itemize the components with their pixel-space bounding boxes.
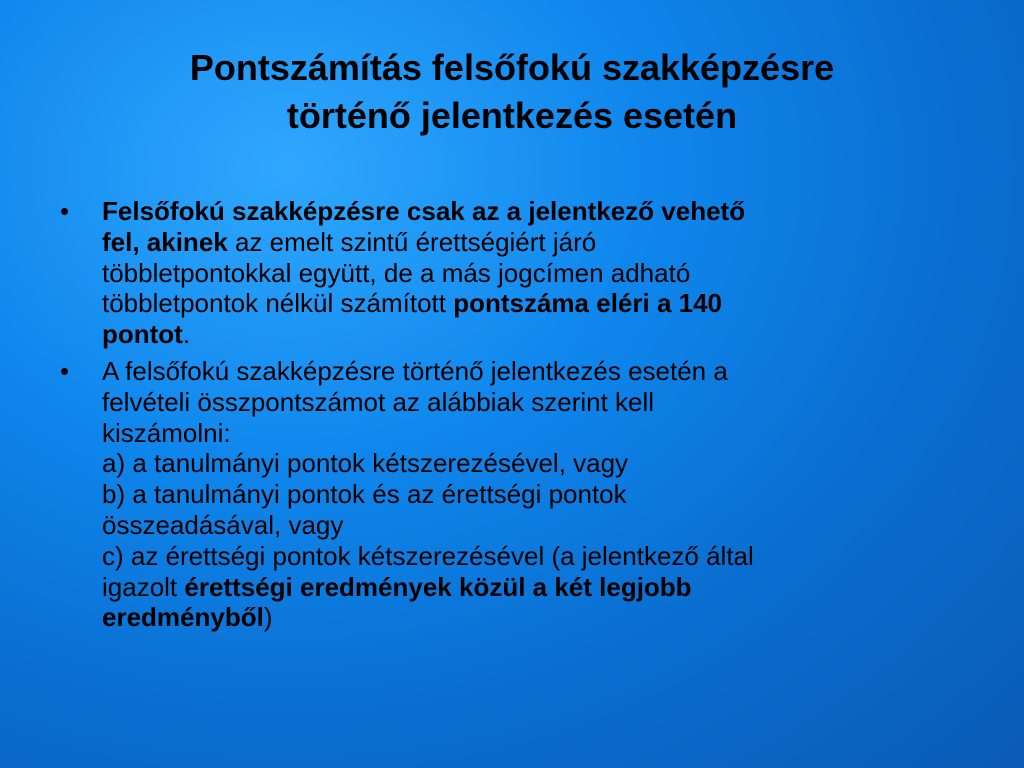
bullet-2-line-7	[102, 541, 974, 572]
title-line-2: történő jelentkezés esetén	[286, 95, 738, 136]
bullet-marker: •	[60, 196, 70, 226]
slide-title	[60, 44, 964, 140]
body-text: felvételi összpontszámot az alábbiak szerint kell	[102, 386, 655, 417]
body-text: többletpontokkal együtt, de a más jogcímen adható	[102, 257, 691, 288]
bullet-1-line-3	[102, 258, 974, 289]
body-text: többletpontok nélkül számított	[102, 288, 454, 319]
bullet-1-line-5	[102, 319, 974, 350]
bullet-item-2	[56, 356, 974, 633]
body-text: az emelt szintű érettségiért járó	[227, 226, 597, 257]
bullet-2-line-9	[102, 602, 974, 633]
bullet-1-line-2	[102, 227, 974, 258]
bold-text: pontszáma eléri a 140	[453, 288, 723, 319]
bullet-2-line-3	[102, 418, 974, 449]
body-text: c) az érettségi pontok kétszerezésével (a jelentkező által	[102, 540, 754, 571]
bullet-2-line-1	[102, 356, 974, 387]
body-text: összeadásával, vagy	[102, 509, 344, 540]
bullet-2-line-5	[102, 479, 974, 510]
punctuation: .	[182, 319, 191, 350]
bold-text: Felsőfokú szakképzésre csak az a jelentkező vehető	[102, 196, 746, 226]
bullet-1-line-4	[102, 288, 974, 319]
body-text: igazolt	[102, 571, 185, 602]
bullet-2-line-2	[102, 387, 974, 418]
bullet-2-line-6	[102, 510, 974, 541]
bold-text: érettségi eredmények közül a két legjobb	[184, 571, 692, 602]
bullet-2-line-8	[102, 572, 974, 603]
bullet-marker: •	[60, 355, 70, 386]
bold-text: fel, akinek	[102, 226, 228, 257]
bold-text: eredményből	[102, 602, 264, 633]
bullet-1-line-1	[102, 196, 974, 227]
bullet-list	[56, 196, 974, 633]
body-text: A felsőfokú szakképzésre történő jelentkezés esetén a	[102, 355, 728, 386]
bullet-2-line-4	[102, 448, 974, 479]
body-text: kiszámolni:	[102, 417, 231, 448]
bold-text: pontot	[102, 319, 183, 350]
body-text: a) a tanulmányi pontok kétszerezésével, vagy	[102, 448, 629, 479]
title-line-1: Pontszámítás felsőfokú szakképzésre	[189, 47, 835, 88]
body-text: b) a tanulmányi pontok és az érettségi pontok	[102, 479, 627, 510]
bullet-item-1	[56, 196, 974, 350]
punctuation: )	[263, 602, 273, 633]
